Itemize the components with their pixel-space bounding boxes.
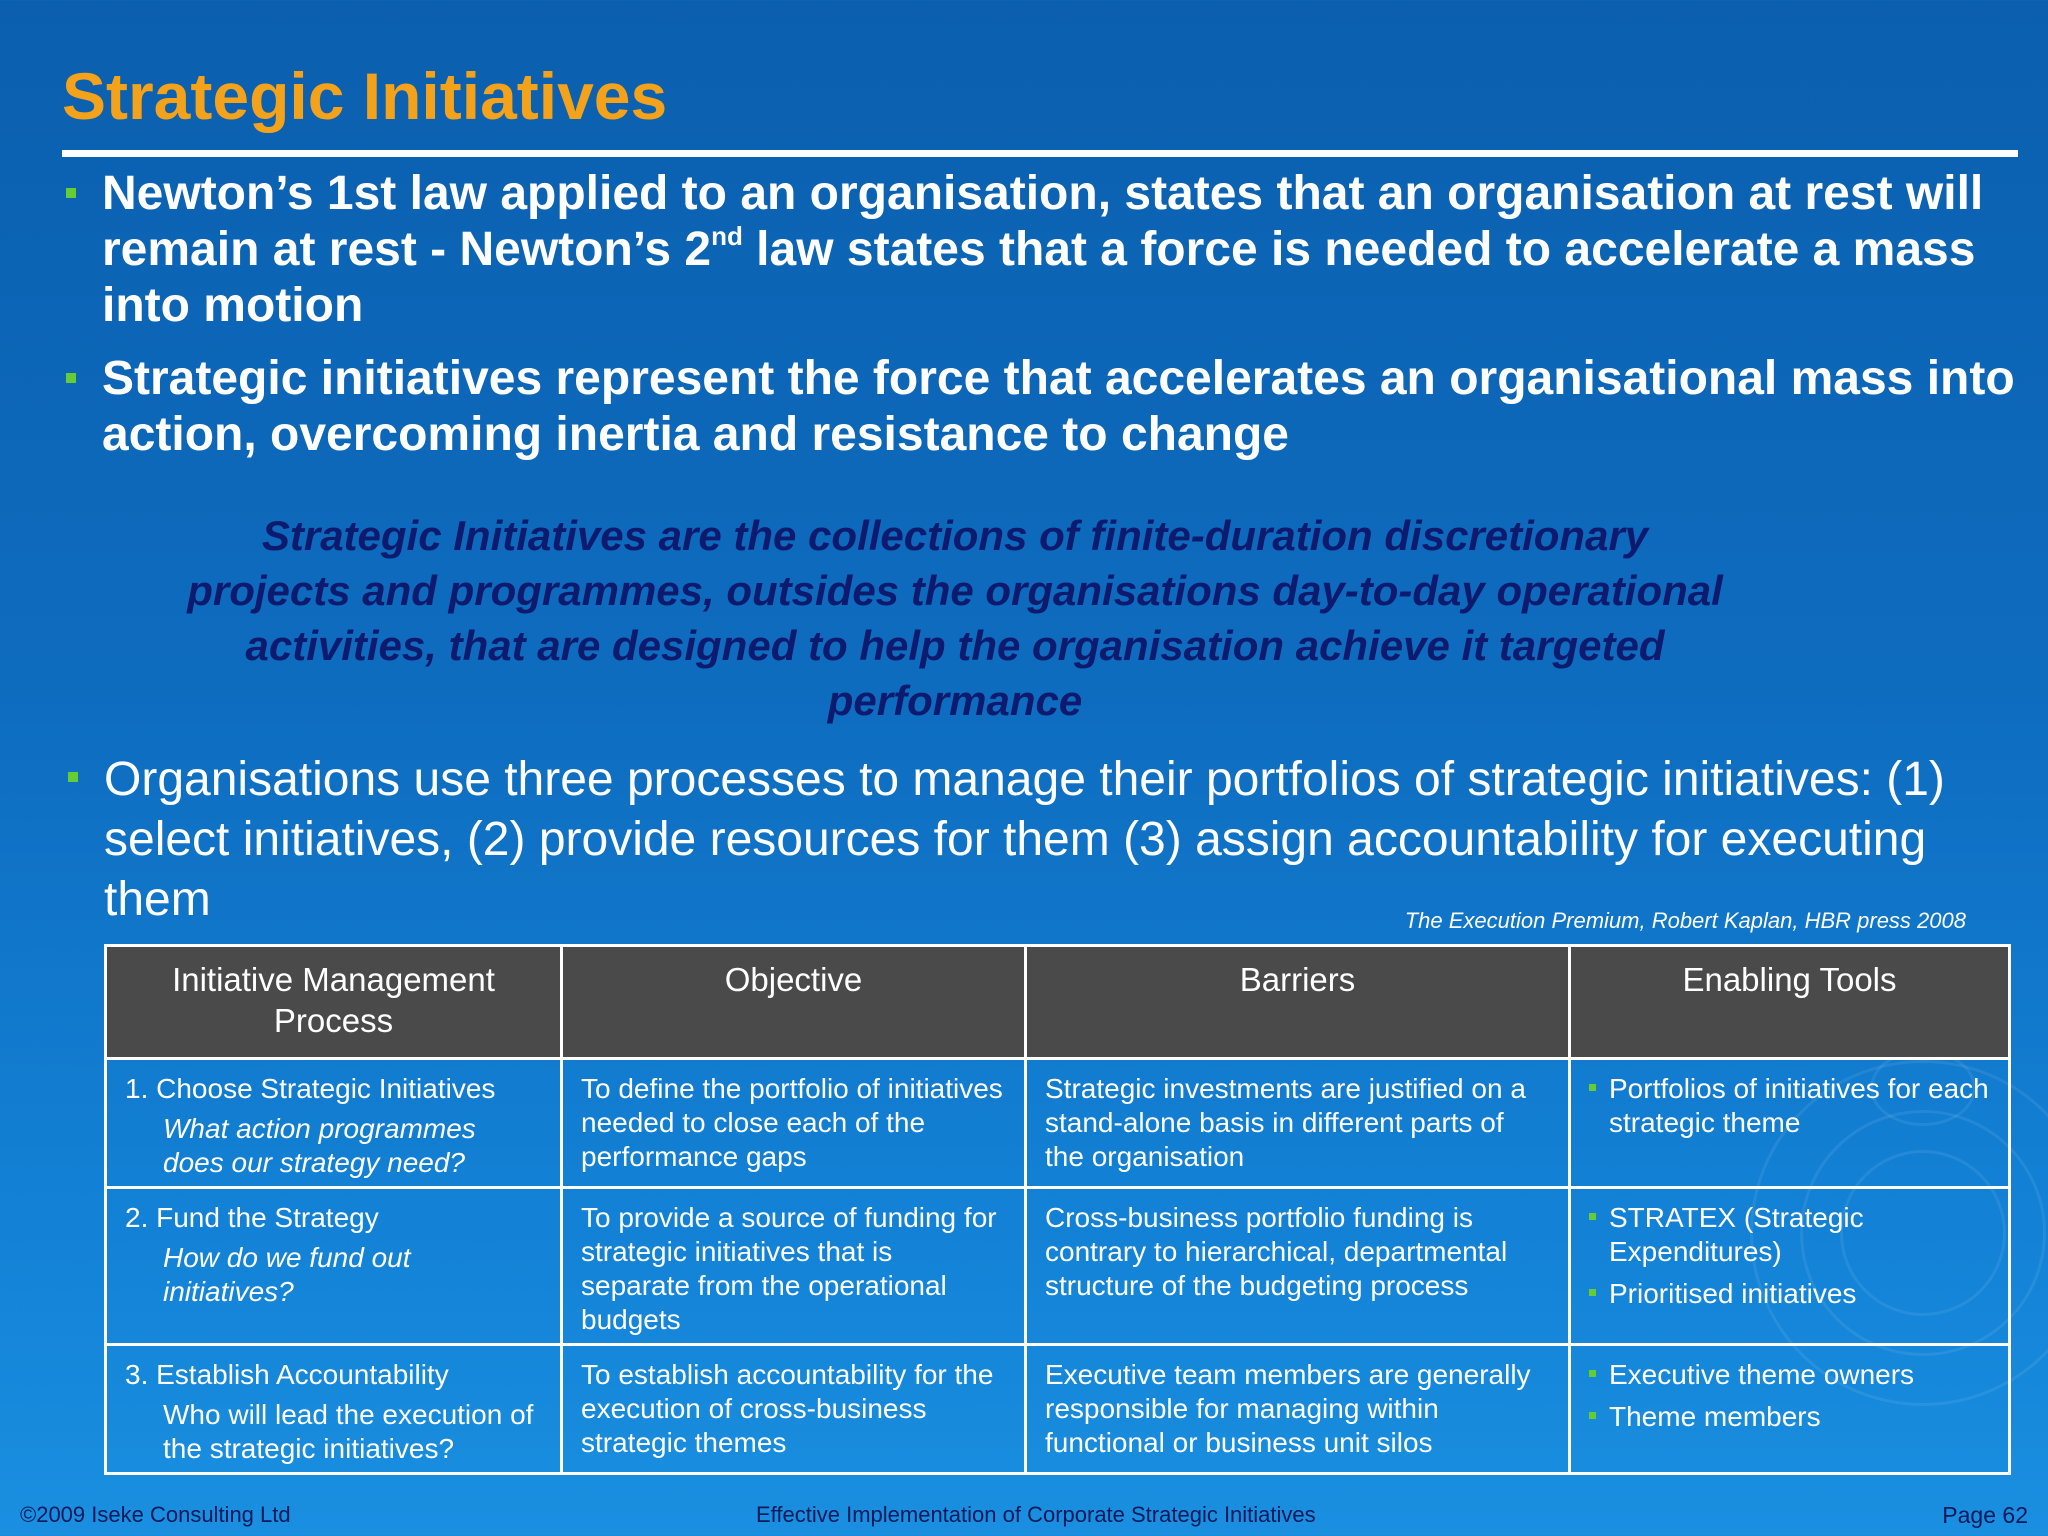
bullet-marker-icon (1589, 1084, 1596, 1091)
tool-label: Portfolios of initiatives for each strategic theme (1609, 1073, 1989, 1138)
tool-item (1589, 1358, 1990, 1392)
barrier-cell: Cross-business portfolio funding is contrary to hierarchical, departmental structure of the budgeting process (1026, 1188, 1570, 1345)
page-title: Strategic Initiatives (62, 59, 668, 133)
process-question: How do we fund out initiatives? (163, 1242, 411, 1307)
tools-cell (1570, 1059, 2010, 1188)
column-header: Enabling Tools (1570, 946, 2010, 1059)
process-name: 1. Choose Strategic Initiatives (125, 1073, 496, 1104)
process-question: Who will lead the execution of the strategic initiatives? (163, 1399, 534, 1464)
tools-cell (1570, 1345, 2010, 1474)
bullet-marker-icon (1589, 1213, 1596, 1220)
bullet-text: Newton’s 1st law applied to an organisation, states that an organisation at rest will remain at rest - Newton’s 2 (102, 167, 1984, 276)
tool-item (1589, 1201, 1990, 1269)
column-header: Initiative Management Process (106, 946, 562, 1059)
process-question: What action programmes does our strategy need? (163, 1113, 476, 1178)
objective-cell: To provide a source of funding for strategic initiatives that is separate from the operational budgets (562, 1188, 1026, 1345)
process-cell (106, 1188, 562, 1345)
title-divider (62, 150, 2018, 157)
ordinal-superscript: nd (711, 221, 743, 251)
tool-item (1589, 1072, 1990, 1140)
page-number: Page 62 (1942, 1502, 2028, 1528)
process-cell (106, 1059, 562, 1188)
bullet-marker-icon (1589, 1289, 1596, 1296)
table-row (106, 1059, 2010, 1188)
footer-copyright: ©2009 Iseke Consulting Ltd (20, 1502, 291, 1527)
initiatives-table (104, 944, 2011, 1475)
process-name: 2. Fund the Strategy (125, 1202, 379, 1233)
source-citation: The Execution Premium, Robert Kaplan, HBR press 2008 (1404, 908, 1966, 933)
bullet-text: Strategic initiatives represent the force that accelerates an organisational mass into action, overcoming inertia and resistance to change (102, 352, 2015, 461)
bullet-marker-icon (66, 373, 76, 383)
column-header: Barriers (1026, 946, 1570, 1059)
tools-cell (1570, 1188, 2010, 1345)
bullet-text: law states that a force is needed to accelerate a mass into motion (102, 223, 1976, 332)
process-cell (106, 1345, 562, 1474)
tool-item (1589, 1277, 1990, 1311)
bullet-processes (104, 750, 2014, 930)
barrier-cell: Strategic investments are justified on a stand-alone basis in different parts of the organisation (1026, 1059, 1570, 1188)
bullet-marker-icon (68, 772, 78, 782)
bullet-marker-icon (66, 188, 76, 198)
table-header-row (106, 946, 2010, 1059)
process-name: 3. Establish Accountability (125, 1359, 449, 1390)
tool-label: Theme members (1609, 1401, 1821, 1432)
barrier-cell: Executive team members are generally responsible for managing within functional or business unit silos (1026, 1345, 1570, 1474)
column-header: Objective (562, 946, 1026, 1059)
tool-item (1589, 1400, 1990, 1434)
tool-label: Prioritised initiatives (1609, 1278, 1857, 1309)
table-row (106, 1188, 2010, 1345)
definition-quote: Strategic Initiatives are the collections of finite-duration discretionary projects and programmes, outsides the organisations day-to-day operational activities, that are designed to help the organisation achieve it targeted performance (187, 512, 1723, 724)
bullet-marker-icon (1589, 1370, 1596, 1377)
bullet-marker-icon (1589, 1412, 1596, 1419)
tool-label: STRATEX (Strategic Expenditures) (1609, 1202, 1864, 1267)
bullet-text: Organisations use three processes to manage their portfolios of strategic initiatives: (1) select initiatives, (2) provide resources for them (3) assign accountability for executing them (104, 753, 1945, 926)
table-row (106, 1345, 2010, 1474)
objective-cell: To establish accountability for the execution of cross-business strategic themes (562, 1345, 1026, 1474)
tool-label: Executive theme owners (1609, 1359, 1915, 1390)
bullet-force (102, 351, 2022, 463)
footer-title: Effective Implementation of Corporate Strategic Initiatives (756, 1502, 1316, 1527)
bullet-newton (102, 166, 2022, 334)
objective-cell: To define the portfolio of initiatives needed to close each of the performance gaps (562, 1059, 1026, 1188)
